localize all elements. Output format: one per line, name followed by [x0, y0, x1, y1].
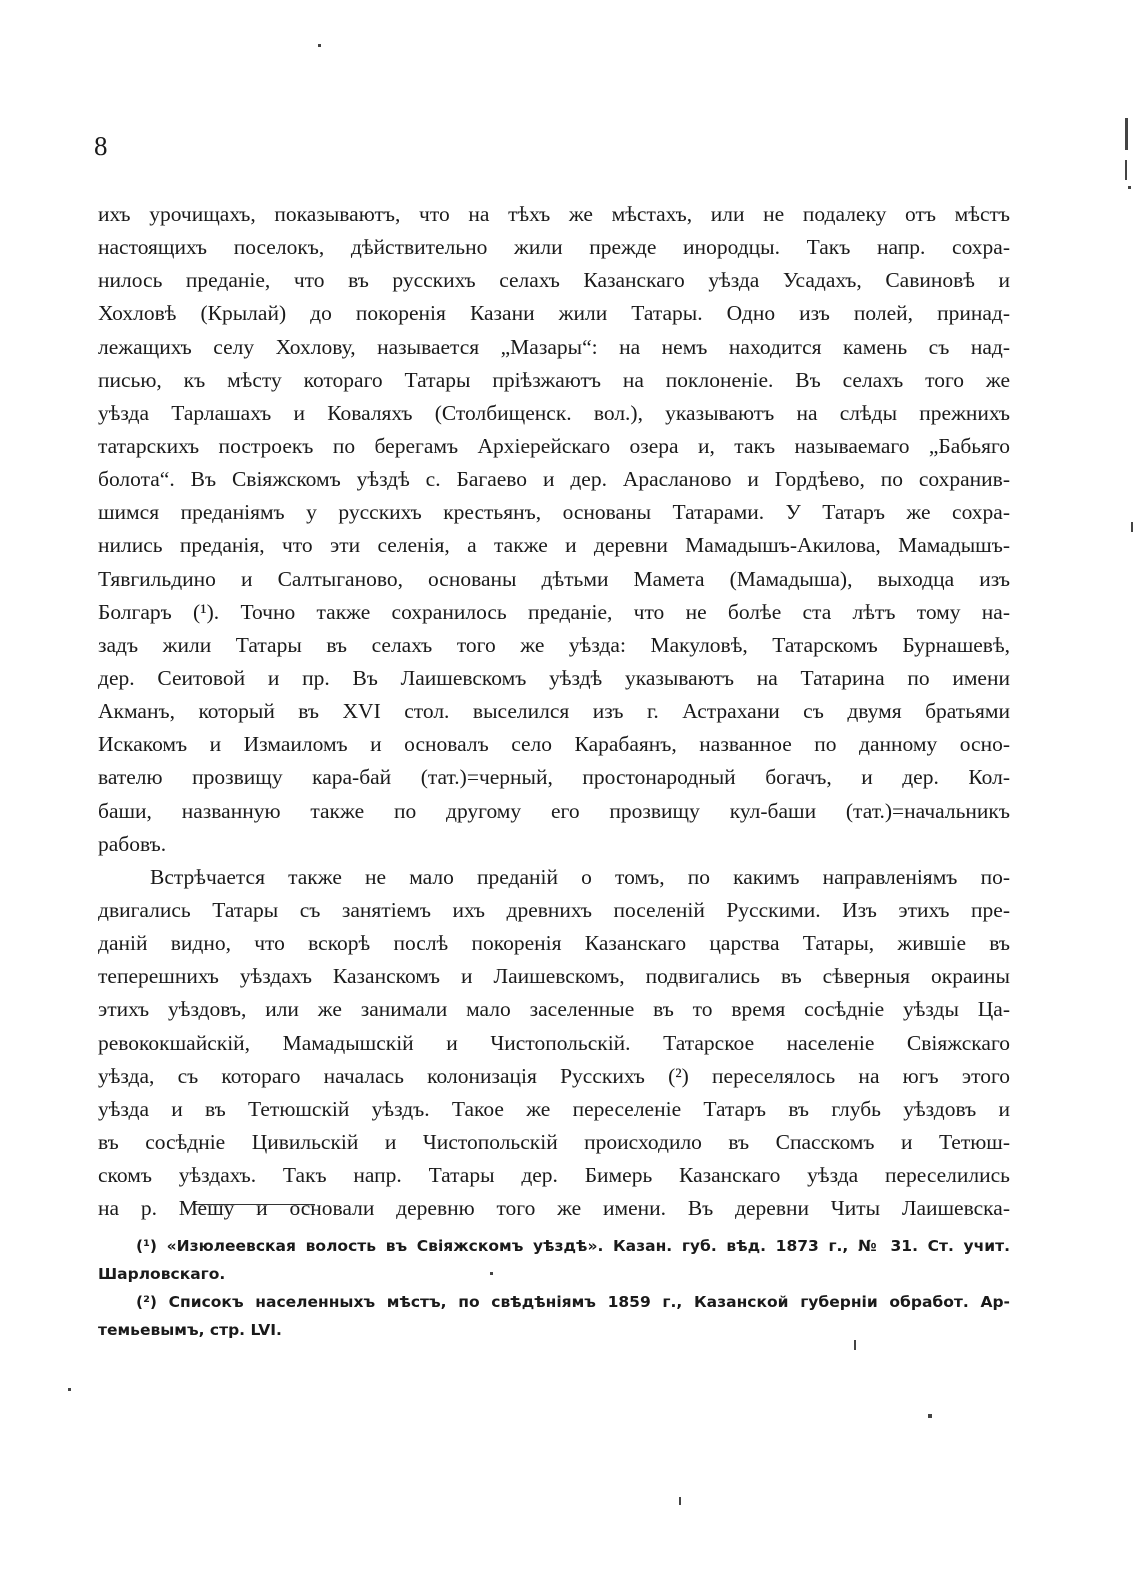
text-line: нились преданія, что эти селенія, а также и деревни Мамадышъ-Акилова, Мамадышъ-: [98, 533, 1010, 558]
text-line: этихъ уѣздовъ, или же занимали мало заселенные въ то время сосѣдніе уѣзды Ца-: [98, 997, 1010, 1022]
footnote-line: (¹) «Изюлеевская волость въ Свіяжскомъ уѣздѣ». Казан. губ. вѣд. 1873 г., № 31. Ст. учит.: [136, 1237, 1010, 1255]
footnote-line: Шарловскаго.: [98, 1265, 226, 1283]
text-line: уѣзда Тарлашахъ и Коваляхъ (Столбищенск. вол.), указываютъ на слѣды прежнихъ: [98, 400, 1010, 425]
text-line: Акманъ, который въ XVI стол. выселился изъ г. Астрахани съ двумя братьями: [98, 699, 1010, 724]
footnote-line: темьевымъ, стр. LVI.: [98, 1321, 282, 1339]
text-line: теперешнихъ уѣздахъ Казанскомъ и Лаишевскомъ, подвигались въ сѣверныя окраины: [98, 964, 1010, 989]
text-line: на р. Мешу и основали деревню того же имени. Въ деревни Читы Лаишевска-: [98, 1196, 1010, 1221]
text-line: Тявгильдино и Салтыганово, основаны дѣтьми Мамета (Мамадыша), выходца изъ: [98, 566, 1010, 591]
text-line: скомъ уѣздахъ. Такъ напр. Татары дер. Бимерь Казанскаго уѣзда переселились: [98, 1163, 1010, 1188]
text-line: рабовъ.: [98, 831, 167, 856]
text-line: лежащихъ селу Хохлову, называется „Мазары“: на немъ находится камень съ над-: [98, 334, 1010, 359]
text-line: Болгаръ (¹). Точно также сохранилось преданіе, что не болѣе ста лѣтъ тому на-: [98, 599, 1010, 624]
text-line: болота“. Въ Свіяжскомъ уѣздѣ с. Багаево и дер. Арасланово и Гордѣево, по сохранив-: [98, 467, 1010, 492]
text-line: ревококшайскій, Мамадышскій и Чистопольскій. Татарское населеніе Свіяжскаго: [98, 1030, 1010, 1055]
page-number: 8: [94, 131, 108, 161]
text-line: Хохловѣ (Крылай) до покоренія Казани жили Татары. Одно изъ полей, принад-: [98, 301, 1010, 326]
text-line: Искакомъ и Измаиломъ и основалъ село Карабаянъ, названное по данному осно-: [98, 732, 1010, 757]
footnotes: [98, 1232, 1010, 1344]
footnote-divider: [193, 1204, 315, 1205]
scan-speck: [854, 1340, 856, 1350]
text-line: ихъ урочищахъ, показываютъ, что на тѣхъ же мѣстахъ, или не подалеку отъ мѣстъ: [98, 202, 1010, 226]
scan-speck: [318, 44, 321, 47]
text-line: шимся преданіямъ у русскихъ крестьянъ, основаны Татарами. У Татаръ же сохра-: [98, 500, 1010, 525]
text-line: Встрѣчается также не мало преданій о томъ, по какимъ направленіямъ по-: [150, 864, 1010, 889]
text-line: нилось преданіе, что въ русскихъ селахъ Казанскаго уѣзда Усадахъ, Савиновѣ и: [98, 268, 1010, 293]
scan-speck: [928, 1414, 932, 1418]
text-line: даній видно, что вскорѣ послѣ покоренія Казанскаго царства Татары, жившіе въ: [98, 931, 1010, 956]
text-line: баши, названную также по другому его прозвищу кул-баши (тат.)=начальникъ: [98, 798, 1010, 823]
scan-speck: [1128, 186, 1131, 189]
text-line: двигались Татары съ занятіемъ ихъ древнихъ поселеній Русскими. Изъ этихъ пре-: [98, 897, 1010, 922]
scan-speck: [1125, 118, 1128, 150]
text-line: вателю прозвищу кара-бай (тат.)=черный, простонародный богачъ, и дер. Кол-: [98, 765, 1010, 790]
text-line: настоящихъ поселокъ, дѣйствительно жили прежде инородцы. Такъ напр. сохра-: [98, 235, 1010, 260]
text-line: въ сосѣдніе Цивильскій и Чистопольскій происходило въ Спасскомъ и Тетюш-: [98, 1129, 1010, 1154]
text-line: писью, къ мѣсту котораго Татары пріѣзжаютъ на поклоненіе. Въ селахъ того же: [98, 367, 1010, 392]
scan-speck: [1125, 160, 1127, 180]
text-line: татарскихъ построекъ по берегамъ Архіерейскаго озера и, такъ называемаго „Бабьяго: [98, 433, 1010, 458]
text-line: уѣзда и въ Тетюшскій уѣздъ. Такое же переселеніе Татаръ въ глубь уѣздовъ и: [98, 1096, 1010, 1121]
text-line: уѣзда, съ котораго началась колонизація Русскихъ (²) переселялось на югъ этого: [98, 1063, 1010, 1088]
main-text: [98, 198, 1010, 1225]
scan-speck: [1131, 522, 1133, 532]
footnote-line: (²) Списокъ населенныхъ мѣстъ, по свѣдѣніямъ 1859 г., Казанской губерніи обработ. Ар-: [136, 1293, 1010, 1311]
scan-speck: [68, 1388, 71, 1391]
text-line: задъ жили Татары въ селахъ того же уѣзда: Макуловѣ, Татарскомъ Бурнашевѣ,: [98, 632, 1010, 657]
scan-speck: [679, 1497, 681, 1505]
text-line: дер. Сеитовой и пр. Въ Лаишевскомъ уѣздѣ указываютъ на Татарина по имени: [98, 665, 1010, 690]
scan-speck: [490, 1272, 493, 1275]
